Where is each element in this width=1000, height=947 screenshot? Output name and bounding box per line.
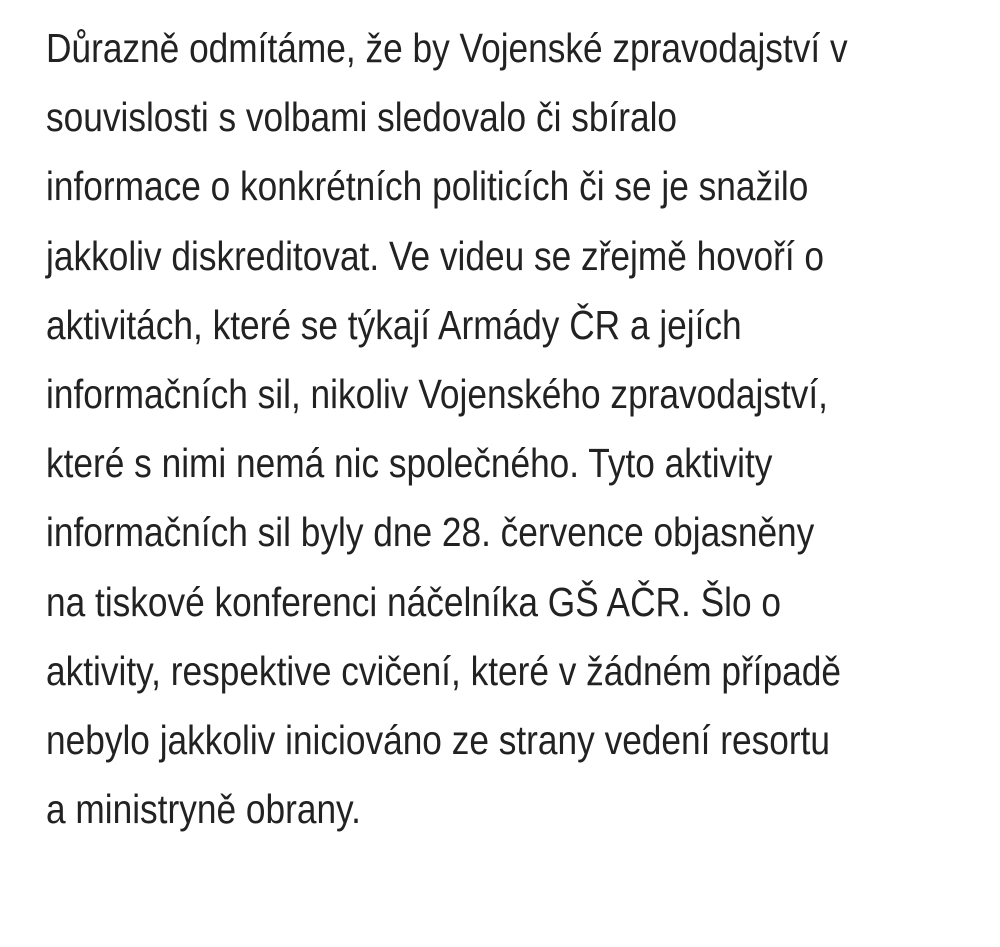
paragraph-line: souvislosti s volbami sledovalo či sbíralo [46,94,678,141]
paragraph-line: informačních sil byly dne 28. července objasněny [46,509,815,556]
paragraph-line: které s nimi nemá nic společného. Tyto aktivity [46,440,773,487]
paragraph-line: informace o konkrétních politicích či se je snažilo [46,163,809,210]
paragraph-line: aktivity, respektive cvičení, které v žádném případě [46,647,842,694]
paragraph-line: informačních sil, nikoliv Vojenského zpravodajství, [46,371,828,418]
paragraph-line: Důrazně odmítáme, že by Vojenské zpravodajství v [46,25,848,71]
article-paragraph [46,14,978,844]
paragraph-line: jakkoliv diskreditovat. Ve videu se zřejmě hovoří o [46,232,825,279]
paragraph-line: aktivitách, které se týkají Armády ČR a jejích [46,301,742,348]
paragraph-line: na tiskové konferenci náčelníka GŠ AČR. Šlo o [46,578,781,625]
paragraph-line: a ministryně obrany. [46,786,361,833]
paragraph-line: nebylo jakkoliv iniciováno ze strany vedení resortu [46,717,830,764]
